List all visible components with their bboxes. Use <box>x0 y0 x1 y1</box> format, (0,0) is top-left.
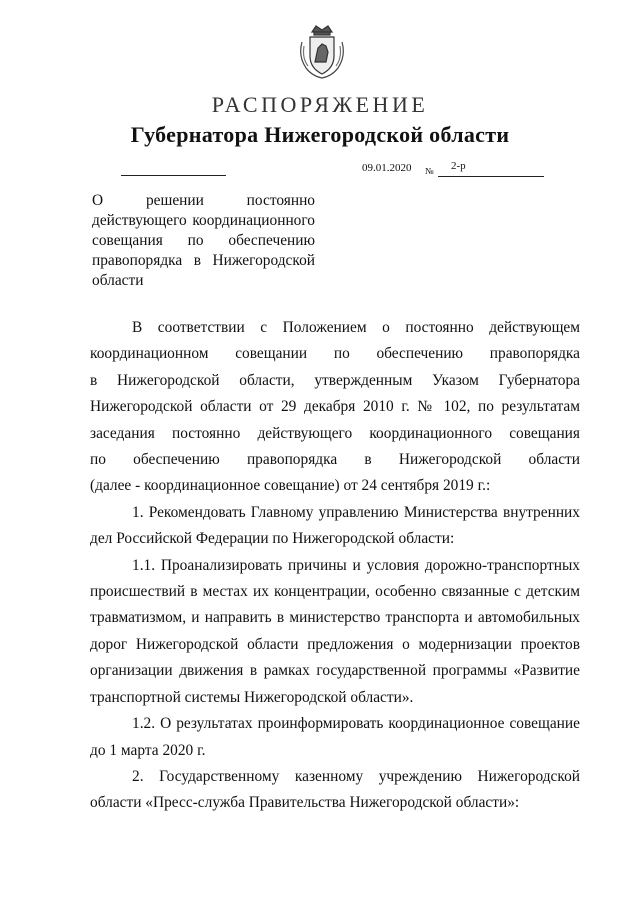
document-number: 2-р <box>451 160 466 172</box>
document-subject <box>92 191 315 291</box>
body-line: (далее - координационное совещание) от 24 сентября 2019 г.: <box>90 477 491 495</box>
body-line: 1.2. О результатах проинформировать координационное совещание <box>132 715 580 733</box>
body-line: в Нижегородской области, утвержденным Указом Губернатора <box>90 371 580 389</box>
body-line: транспортной системы Нижегородской области». <box>90 688 414 706</box>
coat-of-arms-icon <box>298 22 346 82</box>
number-label: № <box>425 166 434 176</box>
body-line: дорог Нижегородской области предложения о модернизации проектов <box>90 635 580 653</box>
subject-line: правопорядка в Нижегородской <box>92 252 315 269</box>
body-line: координационном совещании по обеспечению правопорядка <box>90 345 580 363</box>
body-line: Нижегородской области от 29 декабря 2010 г. № 102, по результатам <box>90 398 580 416</box>
body-line: В соответствии с Положением о постоянно действующем <box>132 319 580 336</box>
subject-line: совещания по обеспечению <box>92 232 315 249</box>
document-date: 09.01.2020 <box>362 162 412 174</box>
body-line: дел Российской Федерации по Нижегородской области: <box>90 530 455 548</box>
blank-field-line <box>121 175 226 176</box>
body-line: 1. Рекомендовать Главному управлению Министерства внутренних <box>132 503 580 521</box>
subject-line: О решении постоянно <box>92 192 315 209</box>
issuer-title: Губернатора Нижегородской области <box>130 122 510 147</box>
number-line <box>438 176 544 177</box>
body-line: по обеспечению правопорядка в Нижегородской области <box>90 451 580 469</box>
subject-line: области <box>92 272 144 289</box>
document-body <box>90 315 580 817</box>
body-line: 1.1. Проанализировать причины и условия дорожно-транспортных <box>132 556 580 574</box>
body-line: организации движения в рамках государственной программы «Развитие <box>90 662 580 680</box>
body-line: до 1 марта 2020 г. <box>90 741 206 759</box>
body-line: травматизмом, и направить в министерство транспорта и автомобильных <box>90 609 580 627</box>
body-line: происшествий в местах их концентрации, особенно связанные с детским <box>90 583 580 601</box>
body-line: области «Пресс-служба Правительства Нижегородской области»: <box>90 794 520 812</box>
body-line: заседания постоянно действующего координационного совещания <box>90 424 580 442</box>
document-type: РАСПОРЯЖЕНИЕ <box>211 92 429 117</box>
subject-line: действующего координационного <box>92 212 315 229</box>
body-line: 2. Государственному казенному учреждению Нижегородской <box>132 767 580 785</box>
